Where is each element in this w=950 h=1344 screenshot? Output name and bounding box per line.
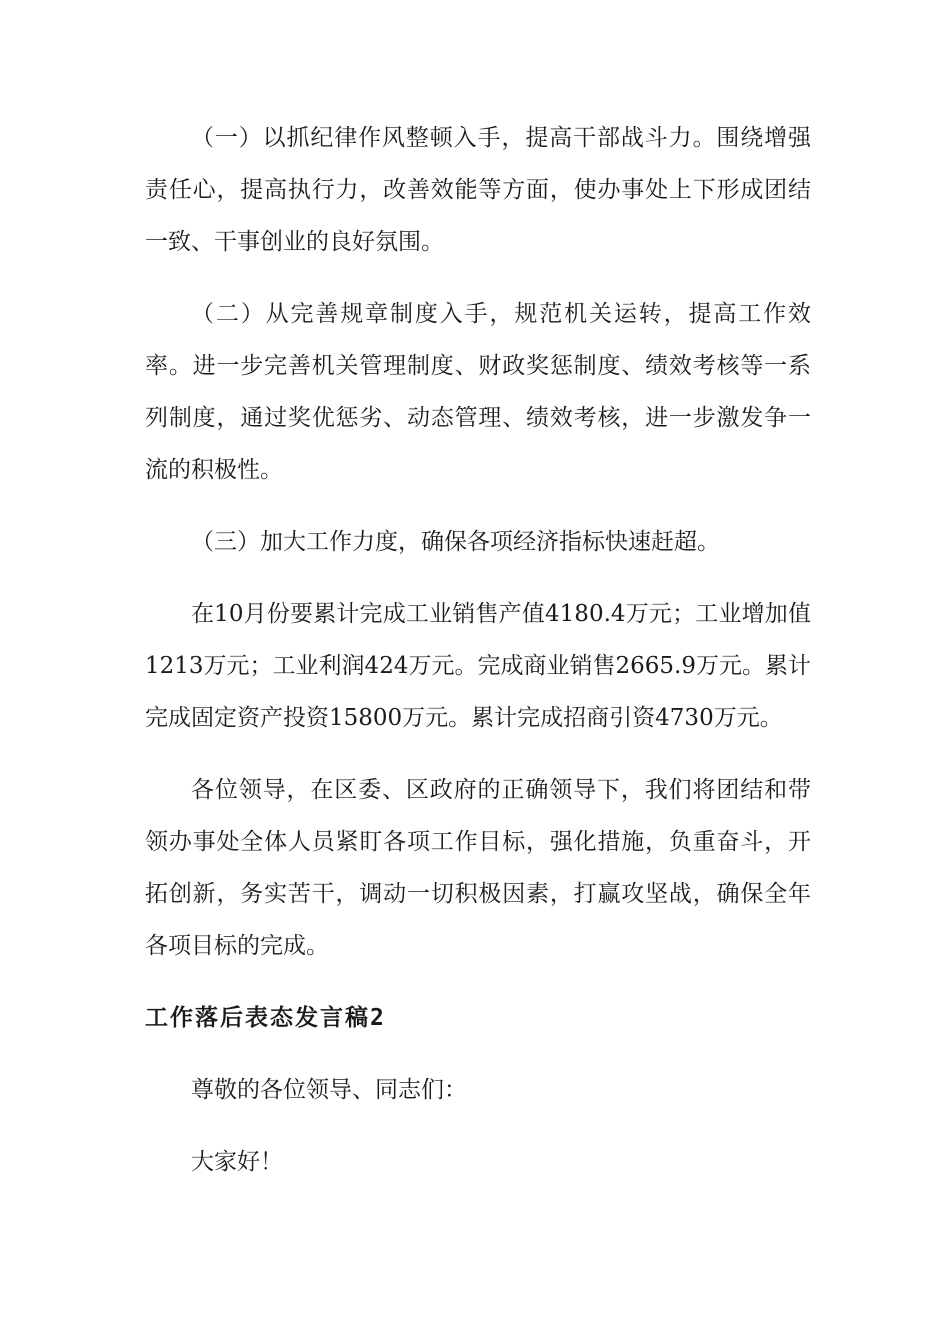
paragraph-spacer [145,1044,811,1064]
paragraph-spacer [145,744,811,764]
paragraph-spacer [145,496,811,516]
greeting-line: 尊敬的各位领导、同志们： [191,1077,467,1103]
paragraph-regulations: （二）从完善规章制度入手，规范机关运转，提高工作效率。进一步完善机关管理制度、财政奖惩制度、绩效考核等一系列制度，通过奖优惩劣、动态管理、绩效考核，进一步激发争一流的积极性。 [145,301,811,483]
paragraph-discipline: （一）以抓纪律作风整顿入手，提高干部战斗力。围绕增强责任心，提高执行力，改善效能等方面，使办事处上下形成团结一致、干事创业的良好氛围。 [145,125,811,255]
paragraph-spacer [145,1116,811,1136]
paragraph-effort: （三）加大工作力度，确保各项经济指标快速赶超。 [191,529,720,555]
section-heading: 工作落后表态发言稿2 [145,1005,386,1031]
paragraph-spacer [145,268,811,288]
paragraph-spacer [145,568,811,588]
paragraph-targets: 在10月份要累计完成工业销售产值4180.4万元；工业增加值1213万元；工业利润424万元。完成商业销售2665.9万元。累计完成固定资产投资15800万元。累计完成招商引资4730万元。 [145,601,811,731]
paragraph-commitment: 各位领导，在区委、区政府的正确领导下，我们将团结和带领办事处全体人员紧盯各项工作目标，强化措施，负重奋斗，开拓创新，务实苦干，调动一切积极因素，打赢攻坚战，确保全年各项目标的完成。 [145,777,811,959]
paragraph-spacer [145,972,811,992]
salutation-line: 大家好！ [191,1149,283,1175]
document-body [145,112,811,1188]
